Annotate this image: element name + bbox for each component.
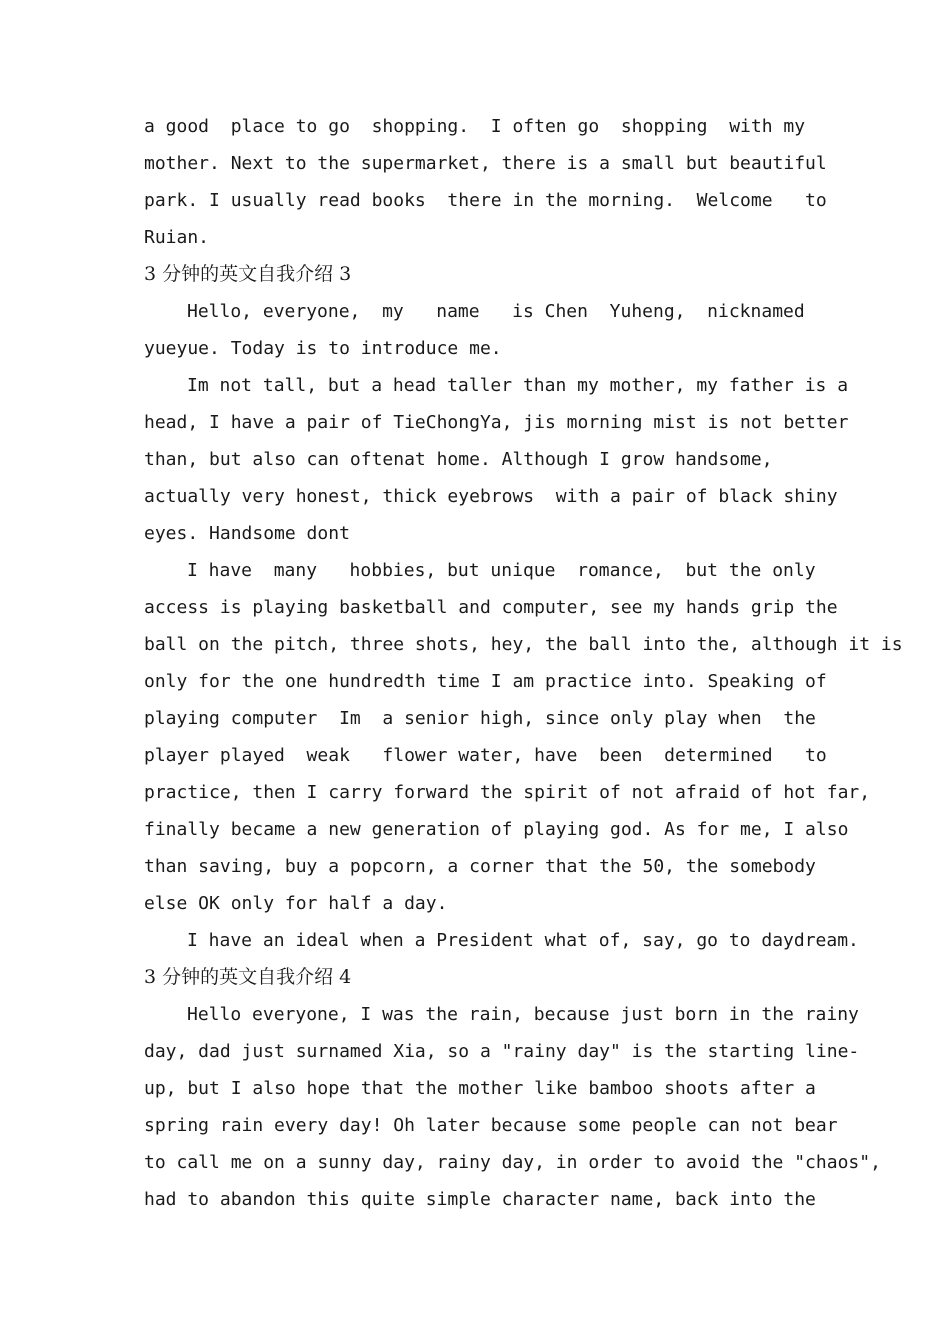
paragraph-line: eyes. Handsome dont [144, 523, 350, 544]
paragraph-line: up, but I also hope that the mother like bamboo shoots after a [144, 1078, 816, 1099]
paragraph-line: player played weak flower water, have been determined to [144, 745, 827, 766]
paragraph-line: than, but also can oftenat home. Although I grow handsome, [144, 449, 773, 470]
paragraph-line: practice, then I carry forward the spirit of not afraid of hot far, [144, 782, 871, 803]
paragraph-line: than saving, buy a popcorn, a corner that the 50, the somebody [144, 856, 816, 877]
paragraph-line: access is playing basketball and computer, see my hands grip the [144, 597, 838, 618]
paragraph-first-line: I have an ideal when a President what of, say, go to daydream. [187, 930, 859, 951]
paragraph-line: head, I have a pair of TieChongYa, jis morning mist is not better [144, 412, 849, 433]
paragraph-line: yueyue. Today is to introduce me. [144, 338, 502, 359]
paragraph-line: else OK only for half a day. [144, 893, 448, 914]
paragraph-line: only for the one hundredth time I am practice into. Speaking of [144, 671, 827, 692]
paragraph-first-line: Im not tall, but a head taller than my mother, my father is a [187, 375, 849, 396]
paragraph-line: playing computer Im a senior high, since only play when the [144, 708, 816, 729]
paragraph-line: finally became a new generation of playing god. As for me, I also [144, 819, 849, 840]
section-heading: 3 分钟的英文自我介绍 4 [144, 966, 352, 988]
document-body [144, 108, 924, 1218]
paragraph-line: actually very honest, thick eyebrows with a pair of black shiny [144, 486, 838, 507]
paragraph-first-line: Hello everyone, I was the rain, because just born in the rainy [187, 1004, 859, 1025]
paragraph-line: spring rain every day! Oh later because some people can not bear [144, 1115, 838, 1136]
paragraph-line: to call me on a sunny day, rainy day, in order to avoid the "chaos", [144, 1152, 881, 1173]
paragraph-first-line: I have many hobbies, but unique romance, but the only [187, 560, 816, 581]
paragraph-line: Ruian. [144, 227, 210, 248]
paragraph-line: day, dad just surnamed Xia, so a "rainy day" is the starting line- [144, 1041, 860, 1062]
section-heading: 3 分钟的英文自我介绍 3 [144, 263, 352, 285]
paragraph-line: ball on the pitch, three shots, hey, the ball into the, although it is [144, 634, 903, 655]
paragraph-line: a good place to go shopping. I often go shopping with my [144, 116, 806, 137]
paragraph-line: park. I usually read books there in the morning. Welcome to [144, 190, 827, 211]
paragraph-line: mother. Next to the supermarket, there is a small but beautiful [144, 153, 827, 174]
paragraph-line: had to abandon this quite simple character name, back into the [144, 1189, 816, 1210]
paragraph-first-line: Hello, everyone, my name is Chen Yuheng, nicknamed [187, 301, 805, 322]
